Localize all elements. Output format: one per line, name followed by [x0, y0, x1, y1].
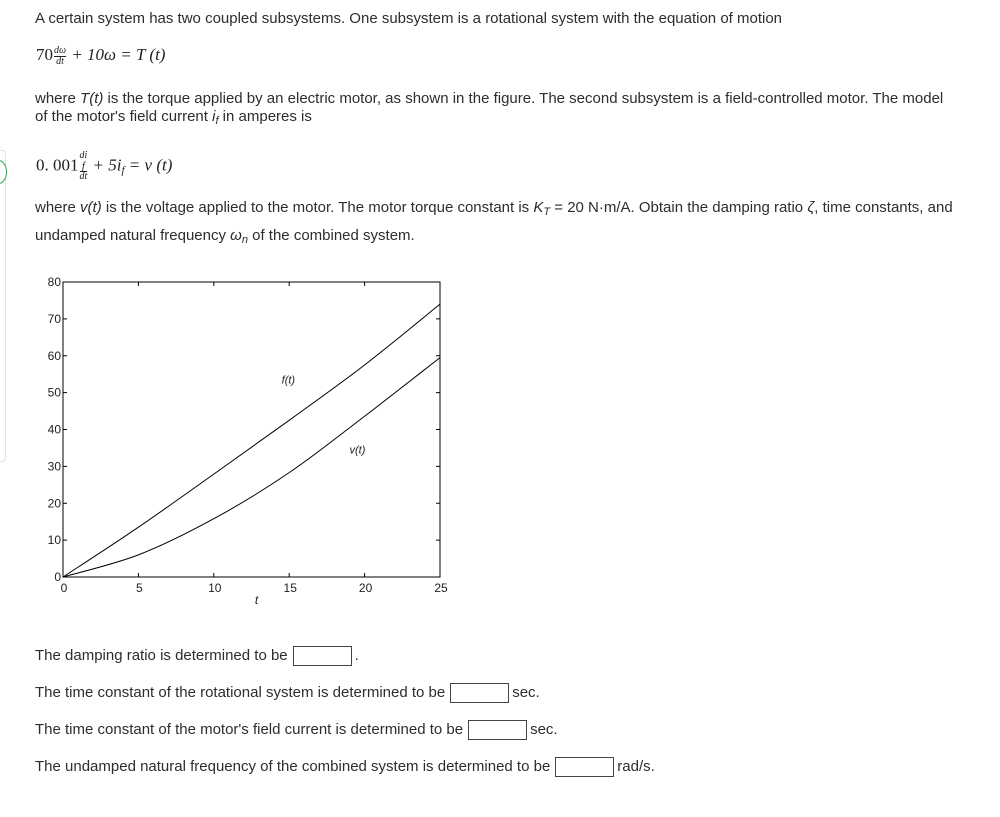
problem-paragraph-2: where T(t) is the torque applied by an electric motor, as shown in the figure. The second subsystem is a field-controlled motor. The model of the motor's field current $i_f$ in amperes is — [35, 90, 944, 127]
line-chart — [20, 270, 490, 610]
x-tick-label: 15 — [283, 581, 297, 595]
series-line-0 — [63, 304, 440, 577]
series-label-0: f(t) — [281, 374, 296, 387]
x-tick-label: 5 — [136, 581, 143, 595]
series-label-1: v(t) — [349, 444, 366, 457]
problem-paragraph-3: where v(t) is the voltage applied to the motor. The motor torque constant is $K_T = 20$ N·m/A. Obtain the damping ratio ζ, time constants, and undamped natural frequency $\omega_n$ of the combined system. — [35, 199, 953, 246]
y-tick-label: 70 — [47, 311, 61, 326]
plot-frame — [63, 282, 440, 577]
x-tick-label: 20 — [358, 581, 373, 595]
y-tick-label: 40 — [47, 422, 61, 437]
y-tick-label: 10 — [47, 533, 61, 548]
x-tick-label: 25 — [434, 581, 448, 595]
x-axis-label: t — [254, 593, 259, 607]
problem-intro: A certain system has two coupled subsystems. One subsystem is a rotational system with the equation of motion — [35, 10, 783, 27]
question-rotational-time-constant: The time constant of the rotational system is determined to be sec. — [35, 683, 540, 703]
question-field-time-constant: The time constant of the motor's field current is determined to be sec. — [35, 720, 558, 740]
y-tick-label: 60 — [47, 348, 61, 363]
question-damping-ratio: The damping ratio is determined to be . — [35, 646, 359, 666]
natural-frequency-input[interactable] — [555, 757, 614, 777]
field-time-constant-input[interactable] — [468, 720, 527, 740]
y-tick-label: 80 — [47, 275, 61, 289]
series-line-1 — [63, 358, 440, 577]
y-tick-label: 30 — [47, 459, 61, 474]
x-tick-label: 0 — [60, 581, 68, 595]
question-natural-frequency: The undamped natural frequency of the combined system is determined to be rad/s. — [35, 757, 655, 777]
side-panel-tab[interactable] — [0, 150, 6, 462]
x-tick-label: 10 — [208, 581, 222, 595]
y-tick-label: 0 — [54, 570, 61, 584]
y-tick-label: 50 — [47, 385, 61, 400]
y-tick-label: 20 — [47, 496, 61, 511]
damping-ratio-input[interactable] — [293, 646, 352, 666]
rotational-time-constant-input[interactable] — [450, 683, 509, 703]
equation-field-current: 0. 001 di f dt + $5i_f = v$ (t) — [36, 150, 173, 182]
equation-rotational: 70 $\frac{d\omega}{dt}$ + 10ω = T (t) — [36, 44, 166, 67]
